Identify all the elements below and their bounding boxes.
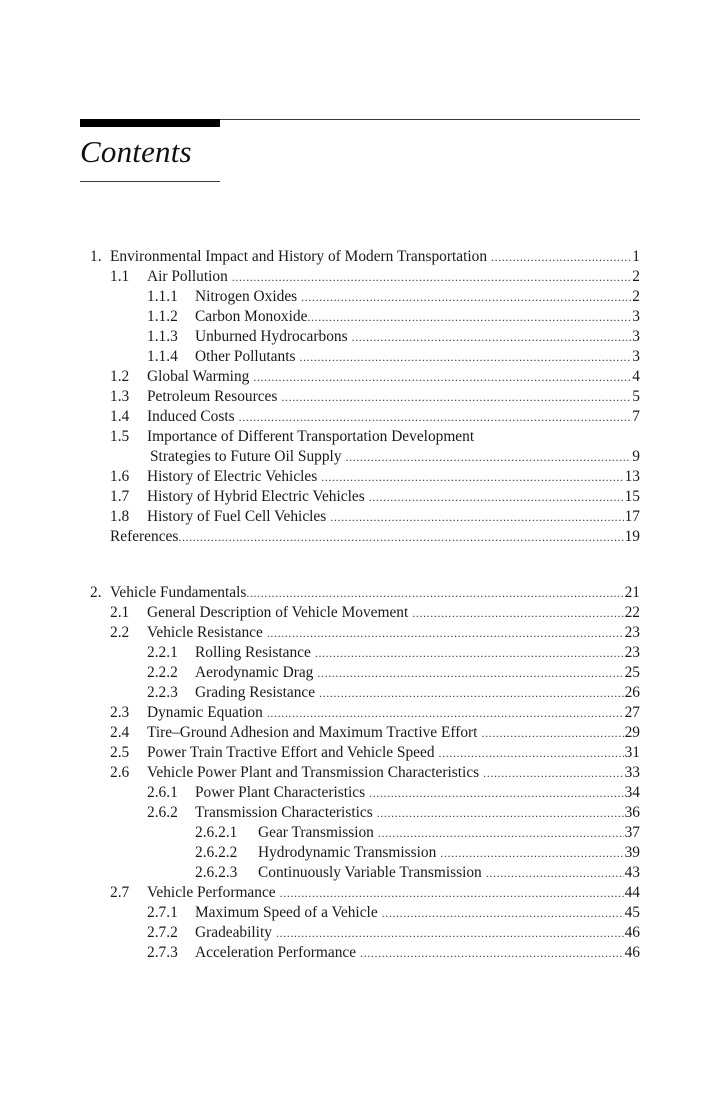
page-number: 7 [632, 408, 640, 425]
toc-entry[interactable] [0, 783, 720, 803]
toc-entry[interactable] [0, 487, 720, 507]
section-title: Aerodynamic Drag [195, 664, 314, 681]
section-title: Rolling Resistance [195, 644, 311, 661]
page-number: 29 [624, 724, 640, 741]
page-number: 2 [632, 288, 640, 305]
toc-entry[interactable] [0, 823, 720, 843]
dot-leader [178, 527, 623, 547]
page-number: 27 [624, 704, 640, 721]
page-number: 2 [632, 268, 640, 285]
section-title: Maximum Speed of a Vehicle [195, 904, 378, 921]
section-title: Other Pollutants [195, 348, 296, 365]
toc-entry[interactable] [0, 307, 720, 327]
section-title: Induced Costs [147, 408, 235, 425]
dot-leader [377, 803, 624, 823]
dot-leader [382, 903, 624, 923]
dot-leader [352, 327, 632, 347]
section-title: Transmission Characteristics [195, 804, 373, 821]
page-number: 37 [624, 824, 640, 841]
section-title: General Description of Vehicle Movement [147, 604, 409, 621]
section-title: Unburned Hydrocarbons [195, 328, 348, 345]
dot-leader [307, 307, 631, 327]
section-number: 2.2.1 [147, 644, 178, 661]
section-number: 1.1 [110, 268, 130, 285]
toc-entry[interactable] [0, 723, 720, 743]
section-number: 2.2.2 [147, 664, 178, 681]
toc-entry[interactable] [0, 883, 720, 903]
toc-entry-references[interactable] [0, 527, 720, 547]
dot-leader [491, 247, 631, 267]
page-number: 26 [624, 684, 640, 701]
dot-leader [281, 387, 631, 407]
toc-entry[interactable] [0, 683, 720, 703]
page-number: 13 [624, 468, 640, 485]
toc-chapter-heading[interactable] [0, 247, 720, 267]
section-number: 2.6.1 [147, 784, 178, 801]
page-number: 4 [632, 368, 640, 385]
section-title: Acceleration Performance [195, 944, 357, 961]
dot-leader [301, 287, 631, 307]
dot-leader [267, 623, 624, 643]
toc-entry[interactable] [0, 743, 720, 763]
page-number: 9 [632, 448, 640, 465]
section-number: 1.1.4 [147, 348, 178, 365]
page-number: 5 [632, 388, 640, 405]
section-number: 1.4 [110, 408, 130, 425]
section-number: 2.5 [110, 744, 130, 761]
chapter-number: 1. [90, 248, 102, 265]
toc-chapter-1 [0, 247, 720, 547]
header-rule-thick [80, 119, 220, 127]
toc-entry[interactable] [0, 643, 720, 663]
dot-leader [369, 783, 624, 803]
dot-leader [253, 367, 631, 387]
toc-entry[interactable] [0, 923, 720, 943]
page-number: 19 [624, 528, 640, 545]
toc-entry[interactable] [0, 367, 720, 387]
dot-leader [378, 823, 624, 843]
page-number: 23 [624, 644, 640, 661]
page-number: 15 [624, 488, 640, 505]
section-title: History of Hybrid Electric Vehicles [147, 488, 365, 505]
chapter-number: 2. [90, 584, 102, 601]
section-number: 2.7.1 [147, 904, 178, 921]
dot-leader [299, 347, 631, 367]
section-number: 2.6.2.2 [195, 844, 238, 861]
toc-entry[interactable] [0, 407, 720, 427]
toc-entry[interactable] [0, 663, 720, 683]
section-number: 1.8 [110, 508, 130, 525]
dot-leader [412, 603, 623, 623]
page-number: 23 [624, 624, 640, 641]
section-title: Dynamic Equation [147, 704, 263, 721]
section-number: 2.7 [110, 884, 130, 901]
section-number: 2.4 [110, 724, 130, 741]
section-number: 1.1.3 [147, 328, 178, 345]
section-title: Carbon Monoxide [195, 308, 308, 325]
section-title: Nitrogen Oxides [195, 288, 298, 305]
toc-entry-multiline[interactable] [0, 427, 720, 447]
section-title-continuation: Strategies to Future Oil Supply [150, 448, 342, 465]
section-number: 2.6.2 [147, 804, 178, 821]
page-number: 44 [624, 884, 640, 901]
section-number: 2.7.2 [147, 924, 178, 941]
page-number: 25 [624, 664, 640, 681]
toc-entry[interactable] [0, 347, 720, 367]
toc-entry[interactable] [0, 943, 720, 963]
section-number: 1.7 [110, 488, 130, 505]
toc-entry[interactable] [0, 467, 720, 487]
section-title: Continuously Variable Transmission [258, 864, 482, 881]
section-number: 2.3 [110, 704, 130, 721]
section-title: History of Electric Vehicles [147, 468, 318, 485]
dot-leader [267, 703, 624, 723]
title-underline-rule [80, 181, 220, 182]
dot-leader [360, 943, 624, 963]
section-title: Global Warming [147, 368, 250, 385]
section-title: Importance of Different Transportation Development [147, 428, 475, 445]
section-title: Hydrodynamic Transmission [258, 844, 437, 861]
dot-leader [321, 467, 623, 487]
toc-entry[interactable] [0, 623, 720, 643]
section-title: Air Pollution [147, 268, 228, 285]
references-title: References [110, 528, 179, 545]
section-number: 2.7.3 [147, 944, 178, 961]
dot-leader [369, 487, 624, 507]
page-number: 22 [624, 604, 640, 621]
section-number: 1.3 [110, 388, 130, 405]
toc-entry[interactable] [0, 703, 720, 723]
toc-entry[interactable] [0, 267, 720, 287]
section-title: Power Plant Characteristics [195, 784, 366, 801]
toc-entry[interactable] [0, 803, 720, 823]
section-title: Vehicle Power Plant and Transmission Characteristics [147, 764, 480, 781]
section-title: Vehicle Resistance [147, 624, 263, 641]
section-title: Vehicle Performance [147, 884, 276, 901]
toc-chapter-2 [0, 583, 720, 963]
toc-entry[interactable] [0, 287, 720, 307]
section-title: Gear Transmission [258, 824, 374, 841]
section-title: History of Fuel Cell Vehicles [147, 508, 327, 525]
section-title: Gradeability [195, 924, 272, 941]
toc-entry[interactable] [0, 903, 720, 923]
dot-leader [276, 923, 624, 943]
section-number: 1.5 [110, 428, 130, 445]
toc-entry[interactable] [0, 763, 720, 783]
dot-leader [440, 843, 623, 863]
dot-leader [330, 507, 623, 527]
page-number: 33 [624, 764, 640, 781]
dot-leader [239, 407, 632, 427]
page-number: 43 [624, 864, 640, 881]
section-title: Grading Resistance [195, 684, 316, 701]
toc-entry[interactable] [0, 327, 720, 347]
toc-entry[interactable] [0, 863, 720, 883]
dot-leader [317, 663, 623, 683]
section-number: 1.6 [110, 468, 130, 485]
dot-leader [319, 683, 624, 703]
dot-leader [232, 267, 631, 287]
section-number: 2.2 [110, 624, 130, 641]
chapter-title: Environmental Impact and History of Modern Transportation [110, 248, 488, 265]
toc-entry[interactable] [0, 603, 720, 623]
toc-chapter-heading[interactable] [0, 583, 720, 603]
page-number: 3 [632, 348, 640, 365]
page-number: 46 [624, 924, 640, 941]
section-title: Petroleum Resources [147, 388, 278, 405]
section-number: 2.6 [110, 764, 130, 781]
page-number: 1 [632, 248, 640, 265]
toc-entry-continuation[interactable] [0, 447, 720, 467]
dot-leader [481, 723, 623, 743]
dot-leader [483, 763, 623, 783]
section-number: 2.6.2.1 [195, 824, 238, 841]
page-number: 31 [624, 744, 640, 761]
dot-leader [486, 863, 624, 883]
toc-entry[interactable] [0, 843, 720, 863]
page-number: 21 [624, 584, 640, 601]
section-title: Power Train Tractive Effort and Vehicle Speed [147, 744, 435, 761]
page-number: 3 [632, 328, 640, 345]
section-number: 2.1 [110, 604, 130, 621]
section-number: 2.6.2.3 [195, 864, 238, 881]
toc-entry[interactable] [0, 387, 720, 407]
section-number: 1.2 [110, 368, 130, 385]
section-number: 1.1.1 [147, 288, 178, 305]
section-title: Tire–Ground Adhesion and Maximum Tractive Effort [147, 724, 478, 741]
page-number: 17 [624, 508, 640, 525]
page-number: 39 [624, 844, 640, 861]
section-number: 2.2.3 [147, 684, 178, 701]
page-number: 34 [624, 784, 640, 801]
page-title: Contents [80, 134, 192, 169]
dot-leader [439, 743, 624, 763]
dot-leader [315, 643, 624, 663]
page-number: 46 [624, 944, 640, 961]
section-number: 1.1.2 [147, 308, 178, 325]
page-number: 36 [624, 804, 640, 821]
dot-leader [246, 583, 623, 603]
page-number: 3 [632, 308, 640, 325]
chapter-title: Vehicle Fundamentals [110, 584, 247, 601]
page-number: 45 [624, 904, 640, 921]
dot-leader [346, 447, 632, 467]
dot-leader [280, 883, 624, 903]
toc-entry[interactable] [0, 507, 720, 527]
